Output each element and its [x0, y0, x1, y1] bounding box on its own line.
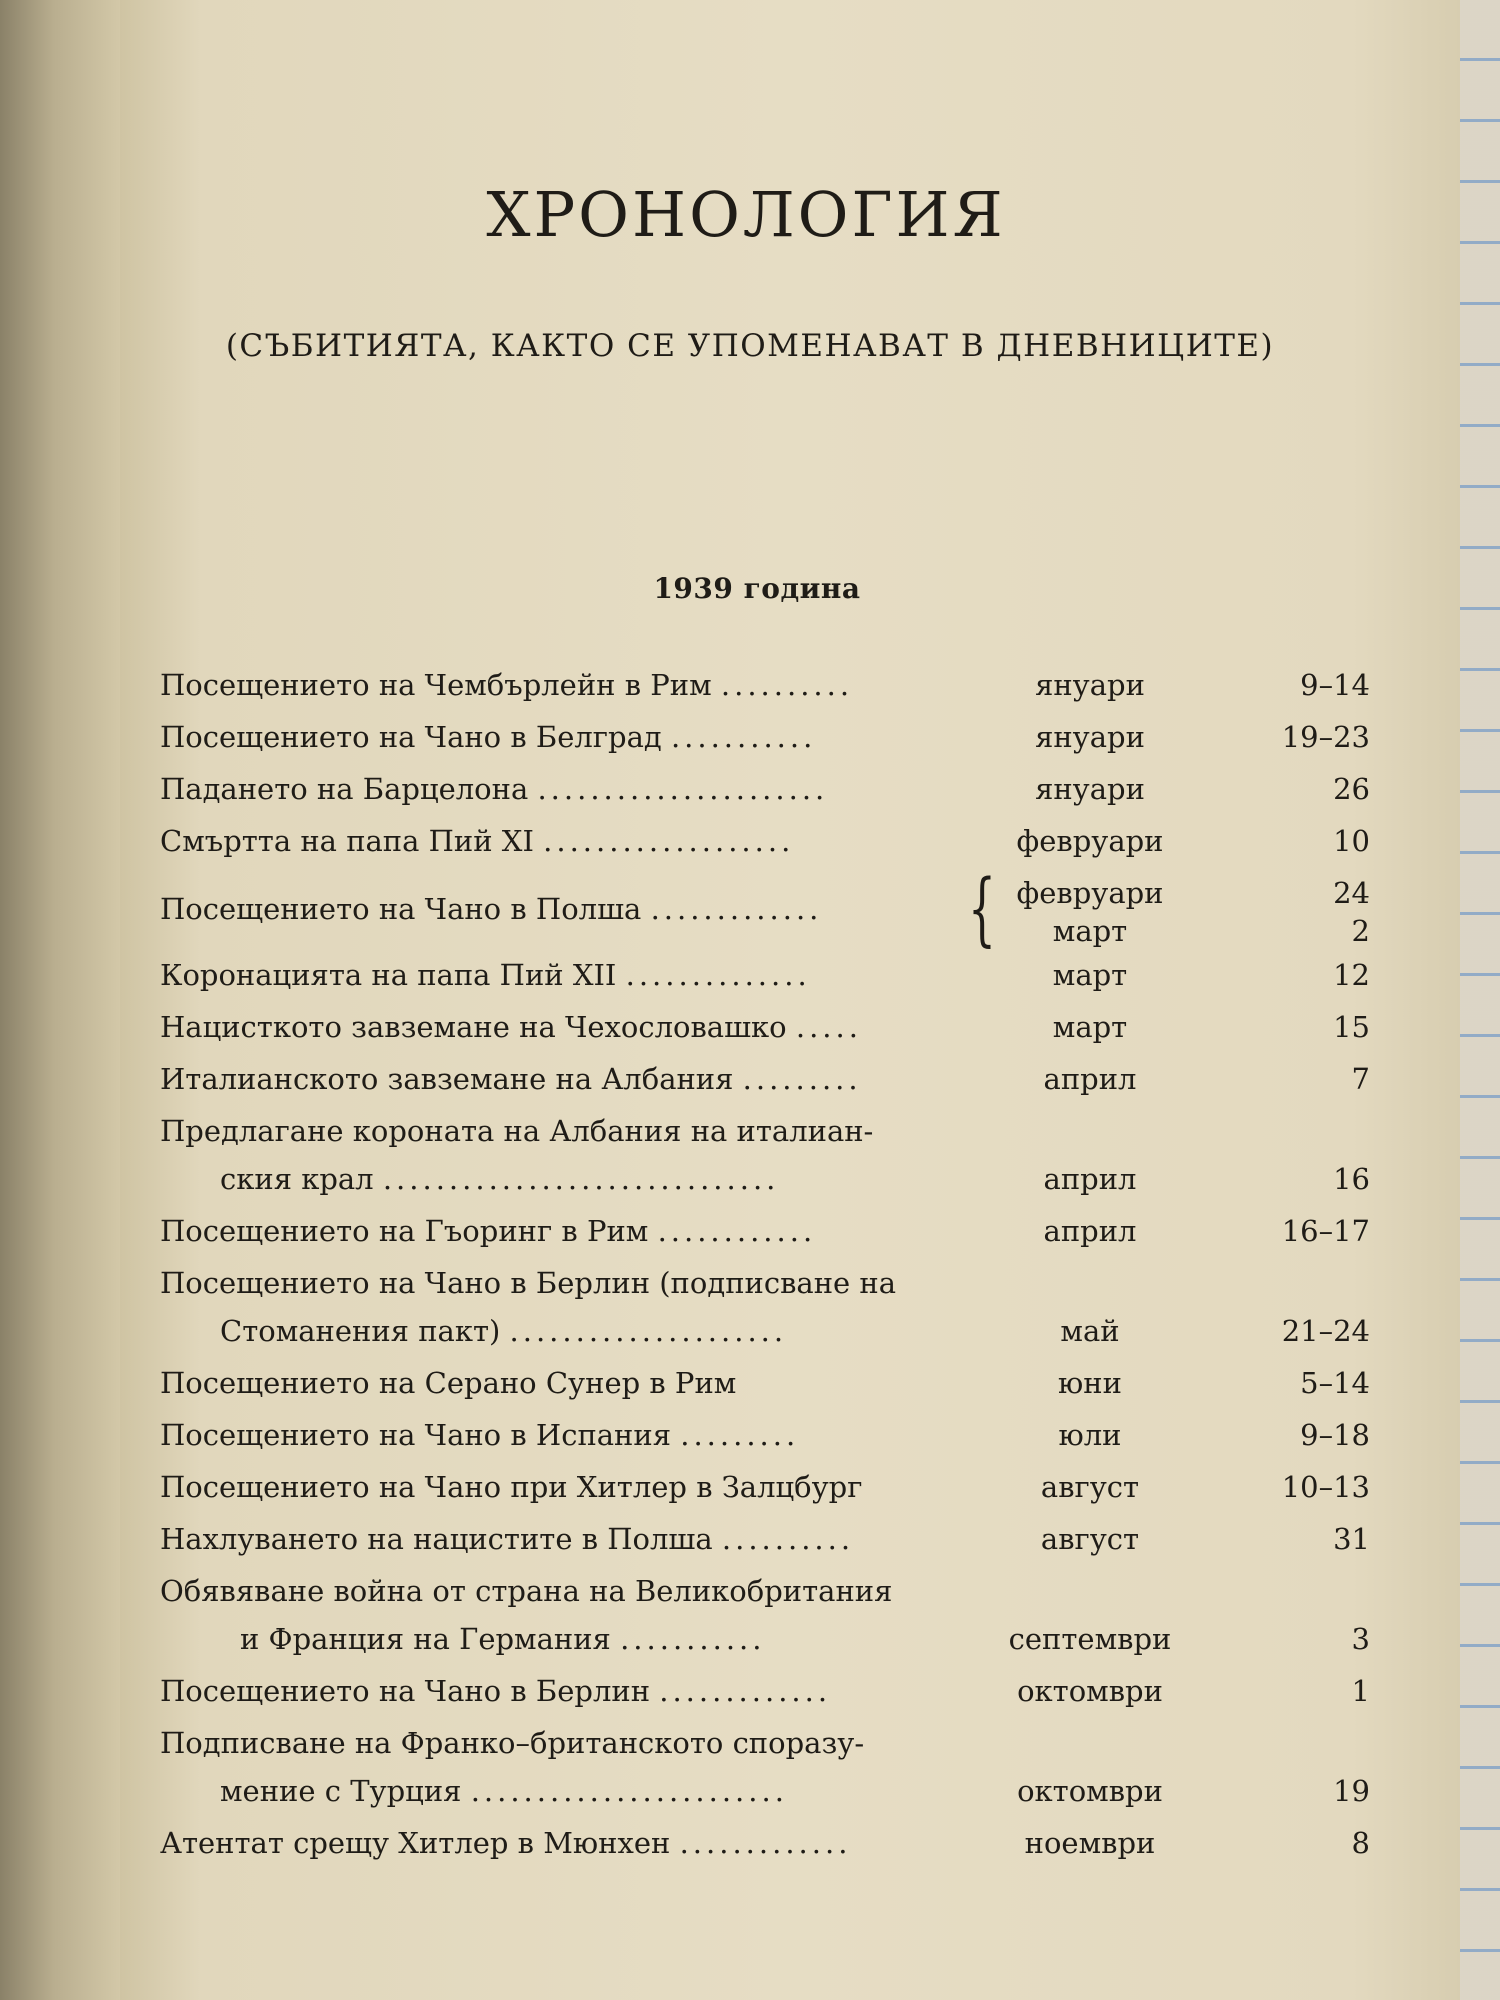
event-text-continuation: Стоманения пакт) ..................... — [220, 1314, 788, 1348]
event-days: 26 — [1333, 772, 1370, 806]
event-text: Нахлуването на нацистите в Полша .......... — [160, 1522, 855, 1556]
event-days: 12 — [1333, 958, 1370, 992]
event-month: юни — [1058, 1366, 1122, 1400]
event-text: Посещението на Чано в Полша ............. — [160, 892, 823, 926]
event-text-continuation: мение с Турция ........................ — [220, 1774, 788, 1808]
event-month: април — [1043, 1214, 1137, 1248]
event-days: 16 — [1333, 1162, 1370, 1196]
event-days: 19–23 — [1281, 720, 1370, 754]
list-item — [150, 1666, 1370, 1718]
event-text-continuation: ския крал .............................. — [220, 1162, 780, 1196]
event-month: март — [1052, 958, 1128, 992]
event-days: 10 — [1333, 824, 1370, 858]
list-item — [150, 1258, 1370, 1358]
event-month: август — [1040, 1522, 1140, 1556]
event-month: февруари — [1016, 824, 1164, 858]
event-text: Нацисткото завземане на Чехословашко ..... — [160, 1010, 862, 1044]
event-days: 9–18 — [1300, 1418, 1370, 1452]
event-days: 15 — [1333, 1010, 1370, 1044]
event-days-2: 2 — [1351, 914, 1370, 948]
event-month: октомври — [1017, 1674, 1163, 1708]
event-month-2: март — [1052, 914, 1128, 948]
event-days: 5–14 — [1300, 1366, 1370, 1400]
event-days: 16–17 — [1281, 1214, 1370, 1248]
event-month: април — [1043, 1062, 1137, 1096]
event-days: 21–24 — [1281, 1314, 1370, 1348]
event-text: Посещението на Чано в Берлин ............. — [160, 1674, 832, 1708]
event-month: юли — [1058, 1418, 1122, 1452]
book-gutter — [0, 0, 120, 2000]
list-item — [150, 1410, 1370, 1462]
notebook-edge — [1460, 0, 1500, 2000]
event-days: 31 — [1333, 1522, 1370, 1556]
event-days: 7 — [1351, 1062, 1370, 1096]
event-month: април — [1043, 1162, 1137, 1196]
brace-symbol: { — [968, 862, 996, 955]
list-item — [150, 1002, 1370, 1054]
event-days: 10–13 — [1281, 1470, 1370, 1504]
list-item — [150, 950, 1370, 1002]
event-text: Посещението на Чембърлейн в Рим .......... — [160, 668, 854, 702]
list-item — [150, 1462, 1370, 1514]
event-month: септември — [1008, 1622, 1172, 1656]
event-month: февруари — [1016, 876, 1164, 910]
event-text: Обявяване война от страна на Великобритания — [160, 1574, 893, 1608]
list-item — [150, 660, 1370, 712]
list-item — [150, 816, 1370, 868]
event-text-continuation: и Франция на Германия ........... — [240, 1622, 766, 1656]
page-title: ХРОНОЛОГИЯ — [486, 178, 1006, 251]
year-heading: 1939 година — [653, 572, 861, 605]
event-days: 1 — [1351, 1674, 1370, 1708]
list-item — [150, 1106, 1370, 1206]
list-item — [150, 862, 1370, 955]
event-month: март — [1052, 1010, 1128, 1044]
event-days: 3 — [1351, 1622, 1370, 1656]
list-item — [150, 1358, 1370, 1410]
list-item — [150, 1718, 1370, 1818]
page-subtitle: (СЪБИТИЯТА, КАКТО СЕ УПОМЕНАВАТ В ДНЕВНИЦИТЕ) — [225, 328, 1275, 364]
event-text: Коронацията на папа Пий XII .............. — [160, 958, 811, 992]
event-text: Падането на Барцелона ...................... — [160, 772, 829, 806]
list-item — [150, 1206, 1370, 1258]
event-text: Атентат срещу Хитлер в Мюнхен ............. — [160, 1826, 852, 1860]
list-item — [150, 1566, 1370, 1666]
event-days: 24 — [1333, 876, 1370, 910]
chronology-list — [150, 660, 1370, 1870]
event-text: Посещението на Чано в Белград ........... — [160, 720, 817, 754]
event-text: Посещението на Чано в Берлин (подписване на — [160, 1266, 897, 1300]
list-item — [150, 1818, 1370, 1870]
event-days: 8 — [1351, 1826, 1370, 1860]
event-month: август — [1040, 1470, 1140, 1504]
event-text: Посещението на Гъоринг в Рим ............ — [160, 1214, 817, 1248]
event-text: Посещението на Чано в Испания ......... — [160, 1418, 800, 1452]
event-text: Смъртта на папа Пий XI ................... — [160, 824, 795, 858]
event-month: май — [1060, 1314, 1120, 1348]
list-item — [150, 712, 1370, 764]
event-text: Предлагане короната на Албания на италиан- — [160, 1114, 874, 1148]
list-item — [150, 764, 1370, 816]
event-days: 9–14 — [1300, 668, 1370, 702]
event-month: януари — [1035, 772, 1145, 806]
event-text: Посещението на Чано при Хитлер в Залцбург — [160, 1470, 863, 1504]
list-item — [150, 1514, 1370, 1566]
list-item — [150, 1054, 1370, 1106]
event-month: октомври — [1017, 1774, 1163, 1808]
event-days: 19 — [1333, 1774, 1370, 1808]
event-month: януари — [1035, 720, 1145, 754]
event-text: Подписване на Франко–британското споразу- — [160, 1726, 865, 1760]
event-month: ноември — [1024, 1826, 1156, 1860]
event-month: януари — [1035, 668, 1145, 702]
event-text: Италианското завземане на Албания ......... — [160, 1062, 862, 1096]
event-text: Посещението на Серано Сунер в Рим — [160, 1366, 737, 1400]
